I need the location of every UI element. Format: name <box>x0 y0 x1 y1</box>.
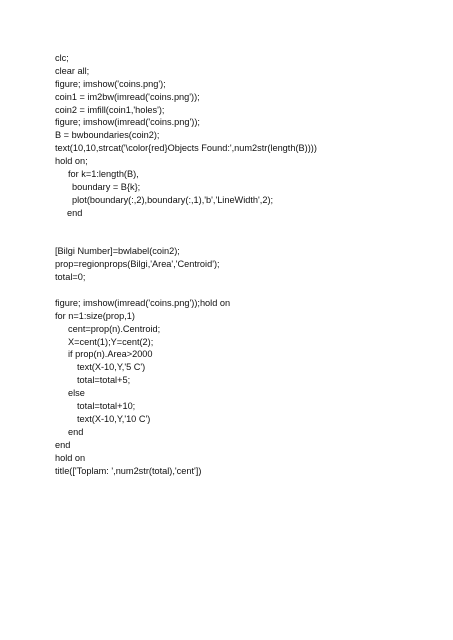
code-line: if prop(n).Area>2000 <box>68 349 153 360</box>
code-line: coin1 = im2bw(imread('coins.png')); <box>55 91 200 102</box>
code-line: clc; <box>55 53 69 63</box>
code-line: hold on <box>55 452 86 463</box>
code-line: for n=1:size(prop,1) <box>55 310 135 321</box>
code-line: end <box>55 439 71 450</box>
code-line: figure; imshow(imread('coins.png')); <box>55 117 200 128</box>
code-line: prop=regionprops(Bilgi,'Area','Centroid'); <box>55 259 220 270</box>
code-line: text(10,10,strcat('\color{red}Objects Found:',num2str(length(B)))) <box>55 143 317 154</box>
code-line: hold on; <box>55 156 88 167</box>
code-line: cent=prop(n).Centroid; <box>68 323 161 334</box>
code-line: text(X-10,Y,'5 C') <box>77 362 146 373</box>
code-line: total=total+5; <box>77 375 131 386</box>
code-line: X=cent(1);Y=cent(2); <box>68 336 154 347</box>
code-line: end <box>67 207 83 218</box>
blank-line <box>55 232 435 245</box>
code-line: B = bwboundaries(coin2); <box>55 130 160 141</box>
blank-line <box>55 220 435 233</box>
code-line: figure; imshow('coins.png'); <box>55 78 166 89</box>
code-line: coin2 = imfill(coin1,'holes'); <box>55 104 165 115</box>
code-line: title(['Toplam: ',num2str(total),'cent']) <box>55 465 202 476</box>
code-line: total=0; <box>55 272 86 283</box>
matlab-code-block <box>55 52 435 477</box>
code-line: end <box>68 426 84 437</box>
code-line: for k=1:length(B), <box>68 169 139 180</box>
code-line: else <box>68 388 85 399</box>
blank-line <box>55 284 435 297</box>
code-line: text(X-10,Y,'10 C') <box>77 413 151 424</box>
code-line: plot(boundary(:,2),boundary(:,1),'b','LineWidth',2); <box>72 194 274 205</box>
code-line: clear all; <box>55 65 90 76</box>
code-line: [Bilgi Number]=bwlabel(coin2); <box>55 246 180 257</box>
code-line: figure; imshow(imread('coins.png'));hold on <box>55 297 231 308</box>
code-line: boundary = B{k}; <box>72 181 141 192</box>
code-line: total=total+10; <box>77 401 136 412</box>
